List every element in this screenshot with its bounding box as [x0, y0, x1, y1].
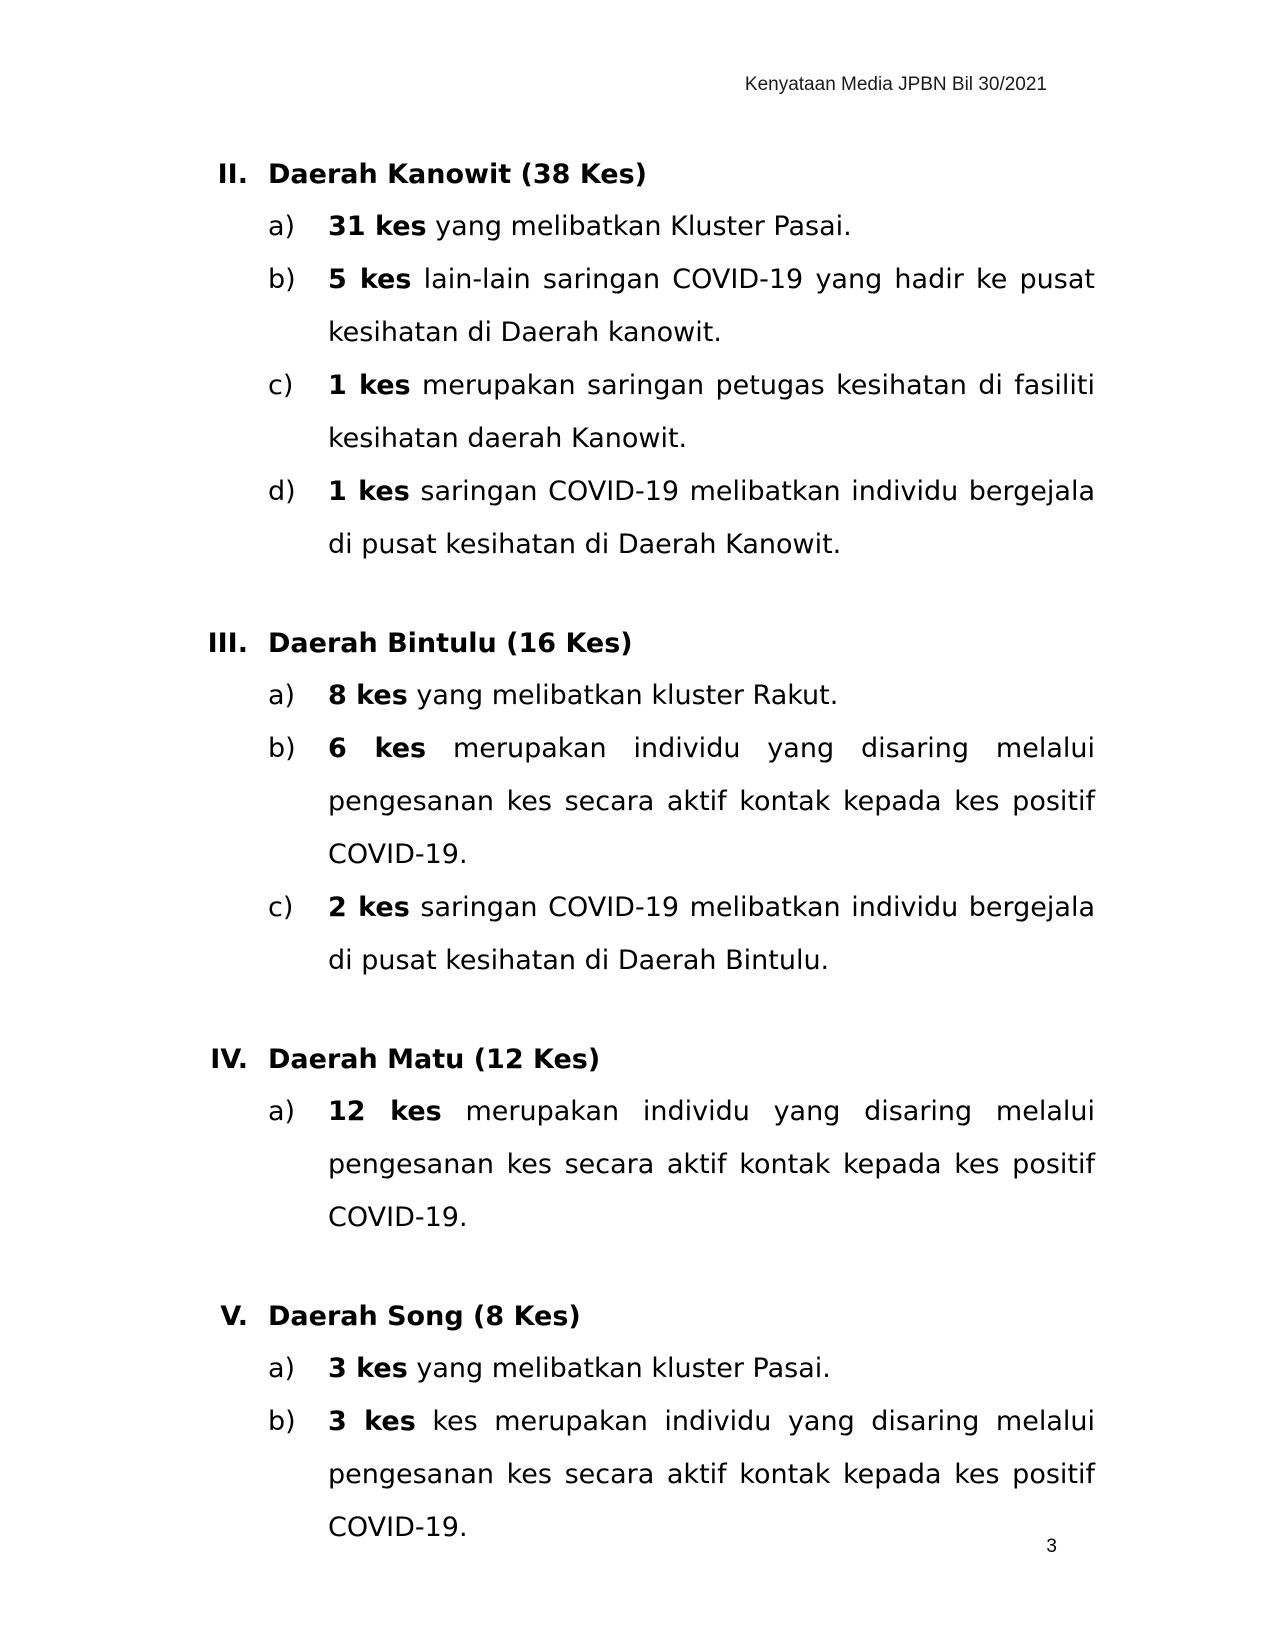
document-body	[0, 150, 1275, 1602]
section-song	[0, 1292, 1275, 1554]
case-count: 5 kes	[328, 264, 412, 295]
section-numeral: III.	[207, 628, 248, 659]
section-title: Daerah Kanowit (38 Kes)	[268, 159, 648, 190]
item-text: yang melibatkan Kluster Pasai.	[426, 211, 852, 242]
section-numeral: IV.	[210, 1044, 248, 1075]
list-item	[0, 881, 1095, 987]
item-text: merupakan saringan petugas kesihatan di fasiliti kesihatan daerah Kanowit.	[328, 370, 1095, 454]
item-label: a)	[268, 211, 296, 242]
item-label: a)	[268, 680, 296, 711]
item-text: yang melibatkan kluster Rakut.	[407, 680, 839, 711]
list-item	[0, 669, 1095, 722]
list-item	[0, 722, 1095, 881]
case-count: 6 kes	[328, 733, 427, 764]
item-text: merupakan individu yang disaring melalui pengesanan kes secara aktif kontak kepada kes positif COVID-19.	[328, 1096, 1095, 1233]
case-count: 3 kes	[328, 1353, 408, 1384]
case-count: 1 kes	[328, 476, 410, 507]
case-count: 3 kes	[328, 1406, 416, 1437]
document-header: Kenyataan Media JPBN Bil 30/2021	[744, 74, 1047, 95]
item-text: lain-lain saringan COVID-19 yang hadir ke pusat kesihatan di Daerah kanowit.	[328, 264, 1095, 348]
list-item	[0, 465, 1095, 571]
section-heading	[0, 619, 1275, 669]
item-text: saringan COVID-19 melibatkan individu bergejala di pusat kesihatan di Daerah Bintulu.	[328, 892, 1095, 976]
section-heading	[0, 1035, 1275, 1085]
item-label: c)	[268, 370, 294, 401]
item-label: d)	[268, 476, 296, 507]
item-label: b)	[268, 264, 296, 295]
list-item	[0, 1395, 1095, 1554]
item-label: c)	[268, 892, 294, 923]
case-count: 1 kes	[328, 370, 411, 401]
section-kanowit	[0, 150, 1275, 571]
item-text: yang melibatkan kluster Pasai.	[407, 1353, 831, 1384]
page-number: 3	[1046, 1536, 1057, 1557]
section-matu	[0, 1035, 1275, 1244]
item-label: a)	[268, 1353, 296, 1384]
item-text: merupakan individu yang disaring melalui pengesanan kes secara aktif kontak kepada kes positif COVID-19.	[328, 733, 1095, 870]
case-count: 12 kes	[328, 1096, 442, 1127]
section-numeral: II.	[217, 159, 248, 190]
case-count: 2 kes	[328, 892, 410, 923]
section-bintulu	[0, 619, 1275, 987]
item-label: b)	[268, 733, 296, 764]
section-title: Daerah Bintulu (16 Kes)	[268, 628, 633, 659]
list-item	[0, 200, 1095, 253]
section-heading	[0, 150, 1275, 200]
section-heading	[0, 1292, 1275, 1342]
item-text: saringan COVID-19 melibatkan individu bergejala di pusat kesihatan di Daerah Kanowit.	[328, 476, 1095, 560]
list-item	[0, 359, 1095, 465]
case-count: 31 kes	[328, 211, 427, 242]
list-item	[0, 1342, 1095, 1395]
section-title: Daerah Song (8 Kes)	[268, 1301, 581, 1332]
item-label: a)	[268, 1096, 296, 1127]
item-text: kes merupakan individu yang disaring melalui pengesanan kes secara aktif kontak kepada kes positif COVID-19.	[328, 1406, 1095, 1543]
list-item	[0, 1085, 1095, 1244]
section-numeral: V.	[220, 1301, 248, 1332]
case-count: 8 kes	[328, 680, 408, 711]
item-label: b)	[268, 1406, 296, 1437]
list-item	[0, 253, 1095, 359]
section-title: Daerah Matu (12 Kes)	[268, 1044, 601, 1075]
